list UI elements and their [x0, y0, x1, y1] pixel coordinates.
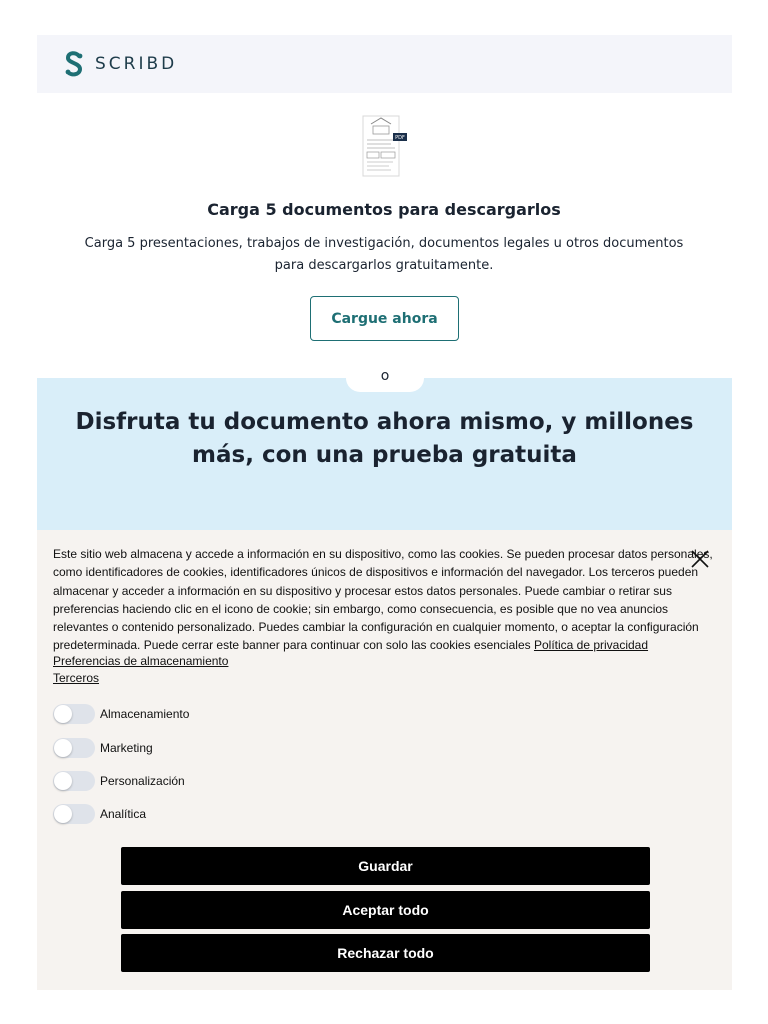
toggle-row-marketing — [53, 738, 153, 758]
upload-description: Carga 5 presentaciones, trabajos de investigación, documentos legales u otros documentos para descargarlos gratuitamente. — [84, 236, 684, 273]
site-header — [37, 35, 732, 93]
free-trial-banner — [37, 378, 732, 533]
toggle-knob — [54, 705, 72, 723]
accept-all-button[interactable]: Aceptar todo — [121, 891, 650, 929]
toggle-label: Analítica — [100, 807, 147, 821]
toggle-knob — [54, 772, 72, 790]
third-parties-link[interactable]: Terceros — [53, 671, 100, 685]
trial-title: Disfruta tu documento ahora mismo, y millones más, con una prueba gratuita — [75, 409, 694, 468]
cookie-consent-banner — [37, 530, 732, 990]
cookie-consent-text — [53, 545, 718, 655]
storage-preferences-link[interactable]: Preferencias de almacenamiento — [53, 654, 229, 668]
upload-title: Carga 5 documentos para descargarlos — [207, 200, 561, 219]
toggle-row-storage — [53, 704, 189, 724]
reject-all-button[interactable]: Rechazar todo — [121, 934, 650, 972]
upload-now-button[interactable]: Cargue ahora — [310, 296, 459, 341]
toggle-label: Almacenamiento — [100, 707, 190, 721]
close-icon[interactable] — [689, 548, 711, 570]
marketing-toggle[interactable] — [53, 738, 95, 758]
logo-text: SCRIBD — [95, 54, 178, 74]
toggle-label: Personalización — [100, 774, 185, 788]
toggle-row-personalization — [53, 771, 185, 791]
toggle-knob — [54, 805, 72, 823]
storage-toggle[interactable] — [53, 704, 95, 724]
analytics-toggle[interactable] — [53, 804, 95, 824]
scribd-logo[interactable] — [63, 51, 177, 77]
or-divider: o — [346, 360, 424, 392]
pdf-badge: PDF — [395, 135, 405, 141]
privacy-policy-link[interactable]: Política de privacidad — [533, 638, 649, 653]
save-button[interactable]: Guardar — [121, 847, 650, 885]
toggle-label: Marketing — [100, 741, 153, 755]
cookie-consent-body: Este sitio web almacena y accede a información en su dispositivo, como las cookies. Se pueden procesar datos personales, como identificadores de cookies, identificadores únicos de dispositivos e información del navegador. Los terceros pueden almacenar y acceder a información en su dispositivo y procesar estos datos personales. Puede cambiar o retirar sus preferencias haciendo clic en el icono de cookie; sin embargo, como consecuencia, es posible que no vea anuncios relevantes o contenido personalizado. Puedes cambiar la configuración en cualquier momento, o aceptar la configuración predeterminada. Puede cerrar este banner para continuar con solo las cookies esenciales — [53, 547, 713, 653]
personalization-toggle[interactable] — [53, 771, 95, 791]
scribd-logo-icon — [63, 51, 85, 77]
toggle-knob — [54, 739, 72, 757]
document-thumbnail-icon — [361, 114, 407, 178]
toggle-row-analytics — [53, 804, 146, 824]
